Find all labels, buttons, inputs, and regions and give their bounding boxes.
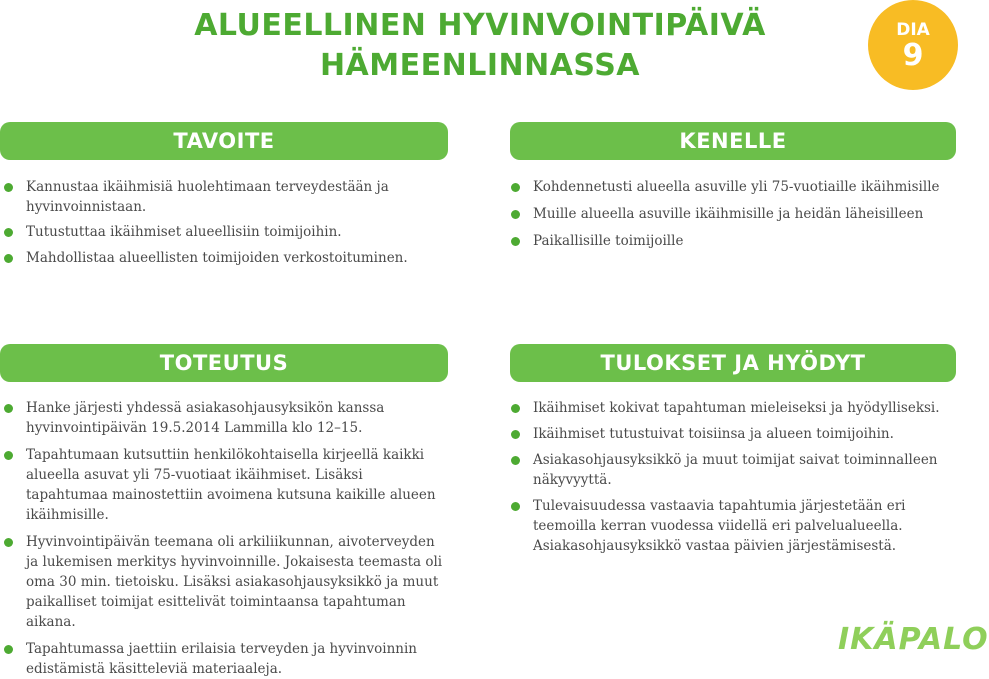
- list-item: Ikäihmiset kokivat tapahtuman mieleiseksi ja hyödylliseksi.: [511, 398, 941, 418]
- list-item: Muille alueella asuville ikäihmisille ja heidän läheisilleen: [511, 204, 956, 224]
- list-kenelle: [511, 177, 956, 251]
- list-item: Tapahtumaan kutsuttiin henkilökohtaisella kirjeellä kaikki alueella asuvat yli 75-vuotiaat ikäihmiset. Lisäksi tapahtumaa mainostettiin avoimena kutsuna kaikille alueen ikäihmisille.: [4, 445, 444, 525]
- list-item: Kannustaa ikäihmisiä huolehtimaan terveydestään ja hyvinvoinnistaan.: [4, 177, 444, 217]
- list-item: Hanke järjesti yhdessä asiakasohjausyksikön kanssa hyvinvointipäivän 19.5.2014 Lammilla klo 12–15.: [4, 398, 444, 438]
- section-heading-tulokset: TULOKSET JA HYÖDYT: [510, 344, 956, 382]
- list-item: Kohdennetusti alueella asuville yli 75-vuotiaille ikäihmisille: [511, 177, 956, 197]
- slide-badge-label: DIA: [896, 20, 930, 40]
- list-tavoite: [4, 177, 444, 268]
- ikapalo-logo: IKÄPALO: [838, 622, 989, 657]
- slide-number-badge: [868, 0, 958, 90]
- section-heading-tavoite: TAVOITE: [0, 122, 448, 160]
- list-tulokset: [511, 398, 941, 556]
- list-toteutus: [4, 398, 444, 679]
- list-item: Ikäihmiset tutustuivat toisiinsa ja alueen toimijoihin.: [511, 424, 941, 444]
- page-title-line-1: ALUEELLINEN HYVINVOINTIPÄIVÄ: [194, 8, 766, 43]
- page-title-line-2: HÄMEENLINNASSA: [319, 48, 641, 83]
- section-heading-kenelle: KENELLE: [510, 122, 956, 160]
- list-item: Tutustuttaa ikäihmiset alueellisiin toimijoihin.: [4, 222, 444, 242]
- section-heading-toteutus: TOTEUTUS: [0, 344, 448, 382]
- list-item: Tulevaisuudessa vastaavia tapahtumia järjestetään eri teemoilla kerran vuodessa viidellä eri palvelualueella. Asiakasohjausyksikkö vastaa päivien järjestämisestä.: [511, 496, 941, 556]
- list-item: Asiakasohjausyksikkö ja muut toimijat saivat toiminnalleen näkyvyyttä.: [511, 450, 941, 490]
- list-item: Mahdollistaa alueellisten toimijoiden verkostoituminen.: [4, 248, 444, 268]
- list-item: Hyvinvointipäivän teemana oli arkiliikunnan, aivoterveyden ja lukemisen merkitys hyvinvoinnille. Jokaisesta teemasta oli oma 30 min. tietoisku. Lisäksi asiakasohjausyksikkö ja muut paikalliset toimijat esittelivät toimintaansa tapahtuman aikana.: [4, 532, 444, 632]
- list-item: Tapahtumassa jaettiin erilaisia terveyden ja hyvinvoinnin edistämistä käsitteleviä materiaaleja.: [4, 639, 444, 679]
- slide-badge-number: 9: [902, 38, 924, 73]
- list-item: Paikallisille toimijoille: [511, 231, 956, 251]
- page-title: [0, 6, 960, 86]
